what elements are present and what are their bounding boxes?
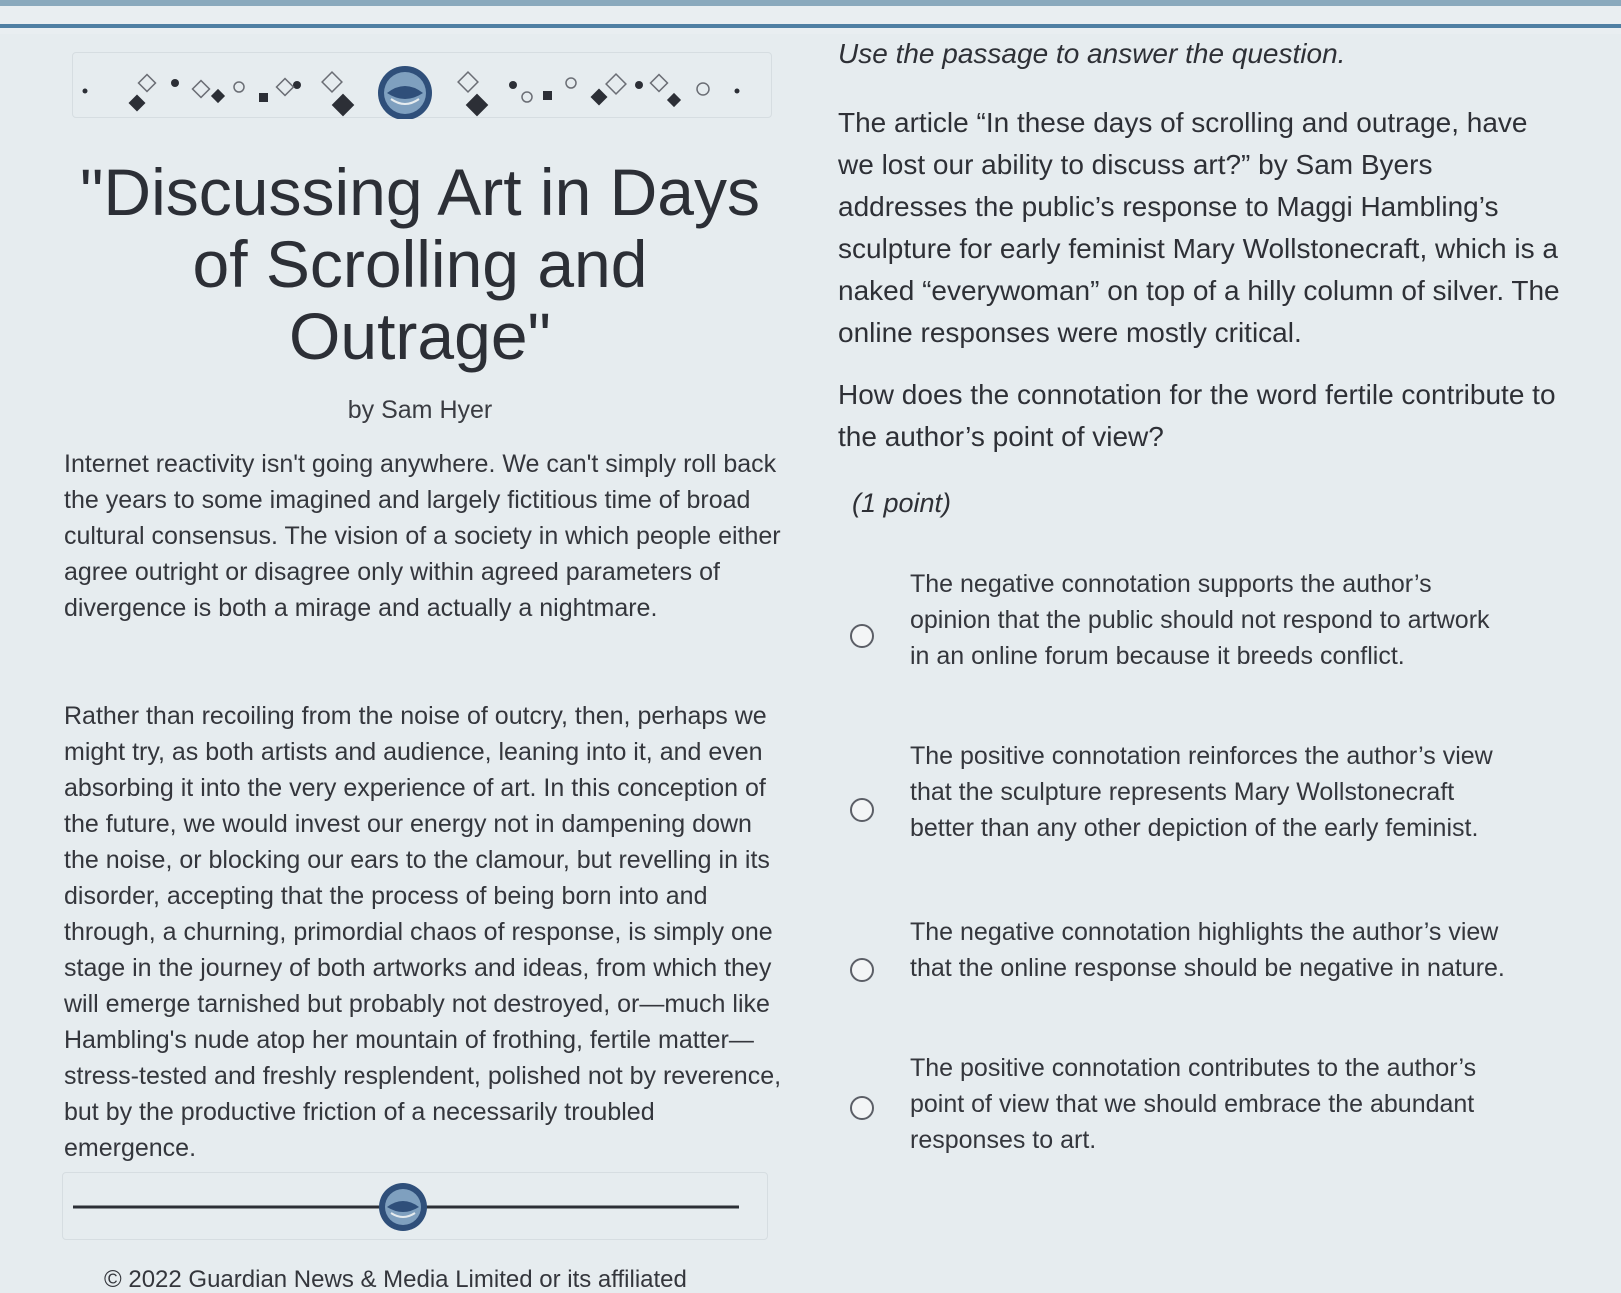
question-context: The article “In these days of scrolling and outrage, have we lost our ability to discuss art?” by Sam Byers addresses the public’s response to Maggi Hambling’s sculpture for early feminist Mary Wollstonecraft, which is a naked “everywoman” on top of a hilly column of silver. The online responses were mostly critical. bbox=[838, 107, 1560, 348]
question-panel bbox=[800, 38, 1621, 1293]
guardian-emblem-icon bbox=[379, 1183, 427, 1231]
decorative-divider-bottom bbox=[62, 1172, 768, 1240]
ornament-pattern-icon bbox=[73, 53, 773, 119]
answer-option-1[interactable] bbox=[850, 566, 1530, 716]
question-instruction: Use the passage to answer the question. bbox=[838, 38, 1346, 69]
question-points: (1 point) bbox=[852, 488, 952, 518]
copyright-notice: © 2022 Guardian News & Media Limited or its affiliated bbox=[104, 1266, 687, 1293]
article-title: "Discussing Art in Days of Scrolling and Outrage" bbox=[80, 155, 760, 373]
radio-button-icon[interactable] bbox=[850, 1096, 874, 1120]
answer-option-2[interactable] bbox=[850, 738, 1530, 888]
radio-button-icon[interactable] bbox=[850, 624, 874, 648]
answer-option-label: The positive connotation reinforces the author’s view that the sculpture represents Mary Wollstonecraft better than any other depiction of the early feminist. bbox=[910, 742, 1493, 842]
top-accent-bar bbox=[0, 0, 1621, 34]
decorative-banner-top bbox=[72, 52, 772, 118]
guardian-emblem-icon bbox=[378, 66, 432, 119]
radio-button-icon[interactable] bbox=[850, 798, 874, 822]
question-prompt: How does the connotation for the word fertile contribute to the author’s point of view? bbox=[838, 379, 1556, 452]
answer-option-label: The positive connotation contributes to the author’s point of view that we should embrace the abundant responses to art. bbox=[910, 1054, 1477, 1154]
passage-panel bbox=[0, 38, 800, 1293]
answer-option-4[interactable] bbox=[850, 1050, 1530, 1160]
passage-paragraph-2: Rather than recoiling from the noise of outcry, then, perhaps we might try, as both artists and audience, leaning into it, and even absorbing it into the very experience of art. In this conception of the future, we would invest our energy not in dampening down the noise, or blocking our ears to the clamour, but revelling in its disorder, accepting that the process of being born into and through, a churning, primordial chaos of response, is simply one stage in the journey of both artworks and ideas, from which they will emerge tarnished but probably not destroyed, or—much like Hambling's nude atop her mountain of frothing, fertile matter—stress-tested and freshly resplendent, polished not by reverence, but by the productive friction of a necessarily troubled emergence. bbox=[64, 702, 782, 1162]
divider-line-icon bbox=[63, 1173, 769, 1241]
answer-option-label: The negative connotation supports the author’s opinion that the public should not respond to artwork in an online forum because it breeds conflict. bbox=[910, 570, 1490, 670]
answer-option-label: The negative connotation highlights the author’s view that the online response should be negative in nature. bbox=[910, 918, 1505, 982]
answer-option-3[interactable] bbox=[850, 914, 1530, 1024]
radio-button-icon[interactable] bbox=[850, 958, 874, 982]
article-byline: by Sam Hyer bbox=[347, 396, 493, 424]
passage-paragraph-1: Internet reactivity isn't going anywhere. We can't simply roll back the years to some imagined and largely fictitious time of broad cultural consensus. The vision of a society in which people either agree outright or disagree only within agreed parameters of divergence is both a mirage and actually a nightmare. bbox=[64, 450, 781, 622]
